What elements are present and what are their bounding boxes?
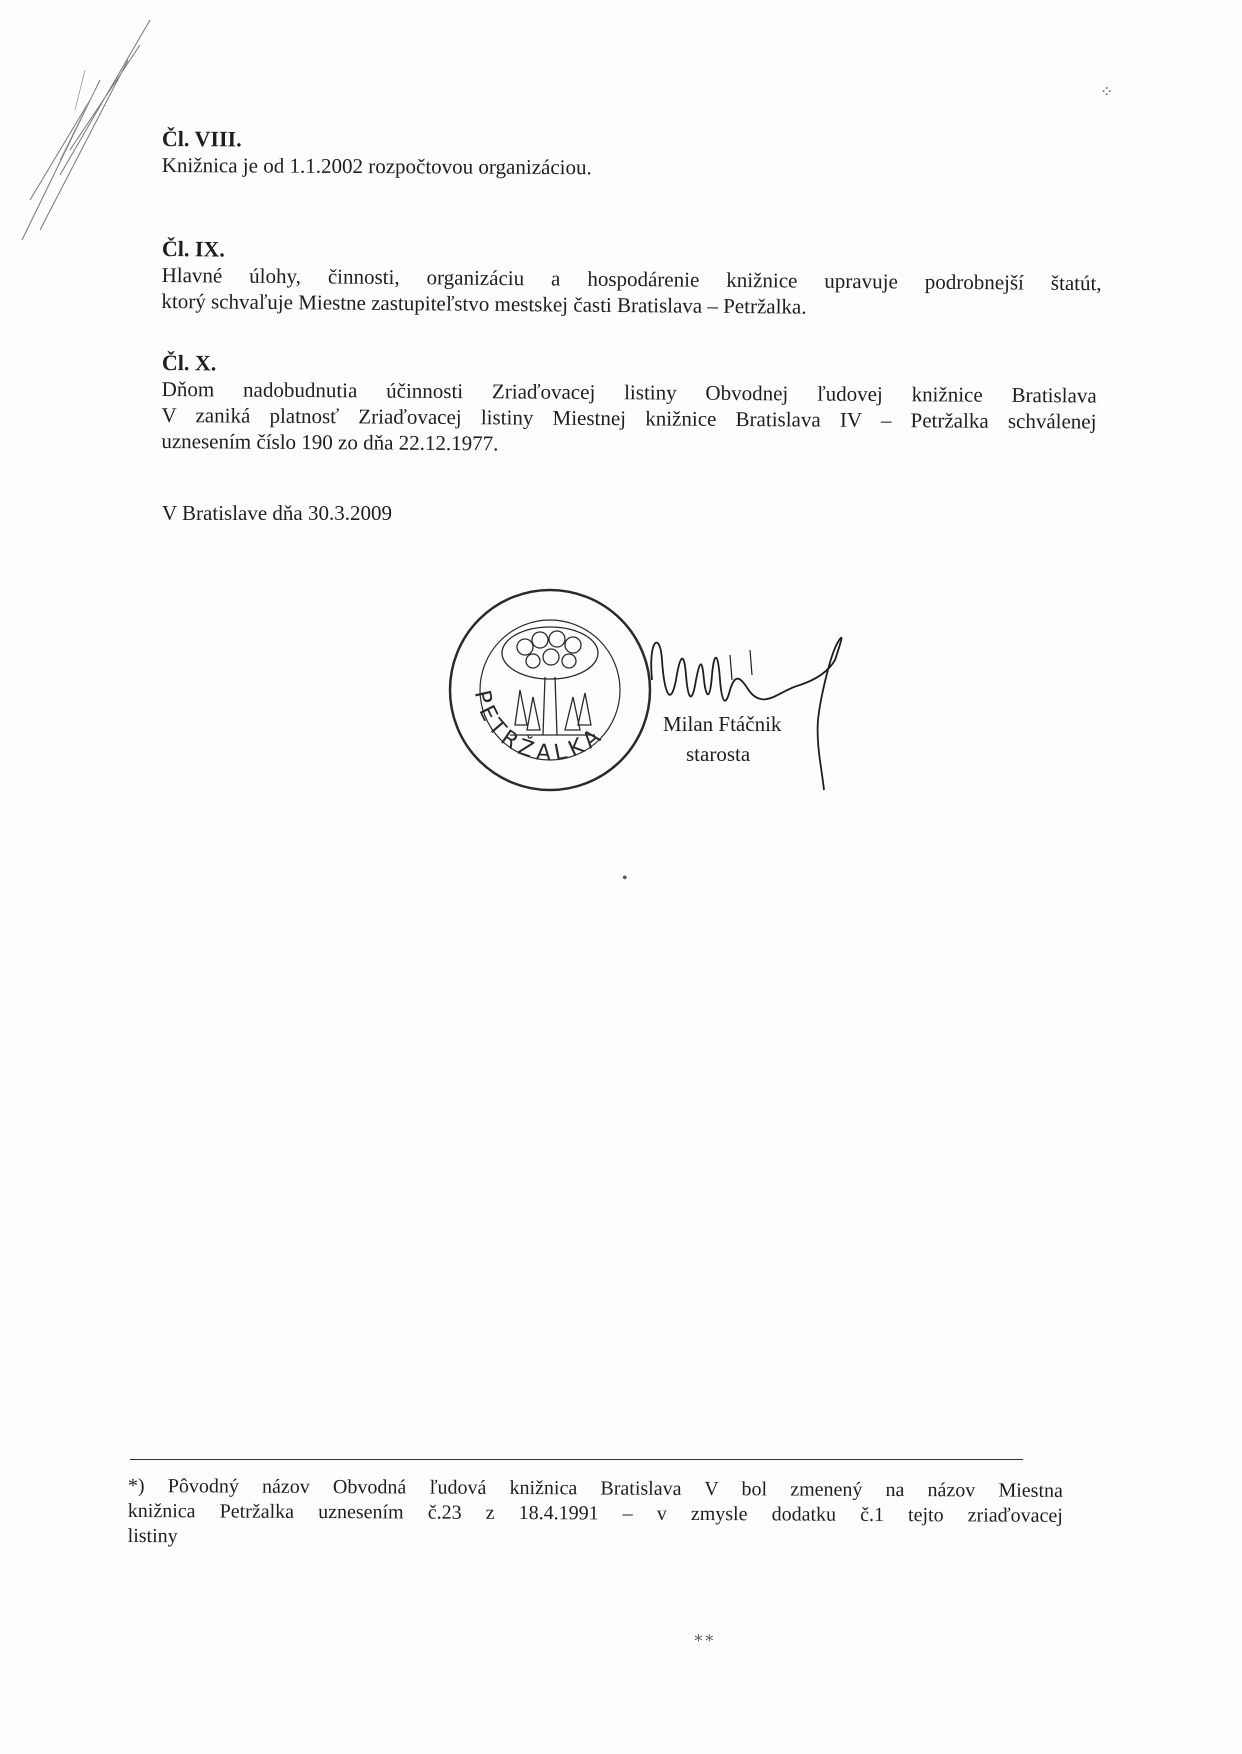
article-9 [161, 236, 1102, 322]
official-stamp [445, 585, 655, 795]
tree-emblem-icon [502, 627, 598, 735]
article-8 [162, 126, 1102, 183]
article-9-heading: Čl. IX. [161, 236, 225, 262]
article-10-line: uznesením číslo 190 zo dňa 22.12.1977. [161, 428, 499, 456]
stamp-text: PETRŽALKA [468, 688, 610, 767]
footnote-divider [130, 1459, 1023, 1460]
article-10-line: V zaniká platnosť Zriaďovacej listiny Miestnej knižnice Bratislava IV – Petržalka schválenej [161, 402, 1097, 434]
scan-speck: ⁘ [1100, 84, 1114, 101]
signature [640, 620, 870, 800]
article-10-heading: Čl. X. [161, 350, 217, 376]
article-9-line: ktorý schvaľuje Miestne zastupiteľstvo mestskej časti Bratislava – Petržalka. [161, 288, 807, 319]
article-8-body [162, 152, 1102, 183]
scan-speck: • [622, 870, 628, 887]
article-10-body [161, 376, 1102, 461]
footnote-line: knižnica Petržalka uznesením č.23 z 18.4.1991 – v zmysle dodatku č.1 tejto zriaďovacej [127, 1499, 1063, 1527]
article-10 [161, 350, 1102, 461]
article-9-body [161, 262, 1101, 322]
article-10-line: Dňom nadobudnutia účinnosti Zriaďovacej listiny Obvodnej ľudovej knižnice Bratislava [161, 376, 1097, 408]
place-date: V Bratislave dňa 30.3.2009 [162, 501, 392, 525]
footnote-line: listiny [127, 1524, 178, 1548]
scan-speck: ∗∗ [693, 1630, 715, 1647]
article-8-heading: Čl. VIII. [161, 126, 242, 152]
signer-name: Milan Ftáčnik [663, 712, 782, 736]
signer-role: starosta [686, 742, 751, 766]
footnote [128, 1474, 1063, 1554]
article-9-line: Hlavné úlohy, činnosti, organizáciu a hospodárenie knižnice upravuje podrobnejší štatút, [161, 262, 1102, 296]
article-8-line: Knižnica je od 1.1.2002 rozpočtovou organizáciou. [161, 152, 592, 180]
footnote-line: *) Pôvodný názov Obvodná ľudová knižnica Bratislava V bol zmenený na názov Miestna [127, 1475, 1063, 1502]
